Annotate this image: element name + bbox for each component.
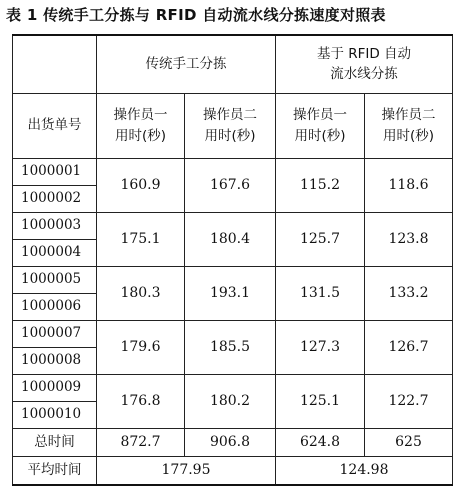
order-number: 1000010 bbox=[13, 401, 97, 428]
column-header-rfid-op2 bbox=[365, 93, 453, 158]
group-header-rfid-line2: 流水线分拣 bbox=[330, 66, 398, 83]
rfid-op1-time: 125.7 bbox=[276, 212, 365, 266]
manual-op2-time: 180.2 bbox=[185, 374, 276, 428]
order-number: 1000002 bbox=[13, 185, 97, 212]
order-number: 1000007 bbox=[13, 320, 97, 347]
header-op2-line1: 操作员二 bbox=[203, 107, 257, 124]
manual-op1-time: 176.8 bbox=[97, 374, 185, 428]
order-number: 1000008 bbox=[13, 347, 97, 374]
manual-op1-time: 160.9 bbox=[97, 158, 185, 212]
rfid-op2-time: 118.6 bbox=[365, 158, 453, 212]
header-op1-line1: 操作员一 bbox=[113, 107, 168, 124]
rfid-op2-time: 126.7 bbox=[365, 320, 453, 374]
table-caption: 表 1 传统手工分拣与 RFID 自动流水线分拣速度对照表 bbox=[6, 6, 386, 24]
table-body bbox=[13, 35, 453, 485]
average-label: 平均时间 bbox=[13, 456, 97, 485]
manual-op2-time: 180.4 bbox=[185, 212, 276, 266]
group-header-rfid bbox=[276, 35, 453, 93]
rfid-op1-time: 125.1 bbox=[276, 374, 365, 428]
header-op1-line2: 用时(秒) bbox=[294, 127, 346, 144]
manual-op1-time: 179.6 bbox=[97, 320, 185, 374]
rfid-op1-time: 131.5 bbox=[276, 266, 365, 320]
rfid-op2-time: 123.8 bbox=[365, 212, 453, 266]
table-row bbox=[13, 266, 453, 293]
total-manual-op2: 906.8 bbox=[185, 428, 276, 456]
group-header-manual: 传统手工分拣 bbox=[97, 35, 276, 93]
average-row bbox=[13, 456, 453, 485]
manual-op1-time: 175.1 bbox=[97, 212, 185, 266]
header-op2-line1: 操作员二 bbox=[381, 107, 436, 124]
rfid-op1-time: 127.3 bbox=[276, 320, 365, 374]
column-header-row bbox=[13, 93, 453, 158]
rfid-op2-time: 122.7 bbox=[365, 374, 453, 428]
header-op1-line1: 操作员一 bbox=[293, 107, 347, 124]
rfid-op2-time: 133.2 bbox=[365, 266, 453, 320]
column-header-manual-op2 bbox=[185, 93, 276, 158]
header-op2-line2: 用时(秒) bbox=[382, 127, 435, 144]
order-number: 1000009 bbox=[13, 374, 97, 401]
group-header-row bbox=[13, 35, 453, 93]
rfid-op1-time: 115.2 bbox=[276, 158, 365, 212]
total-rfid-op2: 625 bbox=[365, 428, 453, 456]
speed-comparison-table bbox=[12, 34, 453, 486]
manual-op2-time: 193.1 bbox=[185, 266, 276, 320]
total-rfid-op1: 624.8 bbox=[276, 428, 365, 456]
table-row bbox=[13, 158, 453, 185]
order-number: 1000003 bbox=[13, 212, 97, 239]
corner-cell bbox=[13, 35, 97, 93]
group-header-rfid-line1: 基于 RFID 自动 bbox=[316, 46, 412, 62]
total-row bbox=[13, 428, 453, 456]
manual-op1-time: 180.3 bbox=[97, 266, 185, 320]
total-label: 总时间 bbox=[13, 428, 97, 456]
header-op1-line2: 用时(秒) bbox=[114, 127, 167, 144]
header-op2-line2: 用时(秒) bbox=[204, 127, 256, 144]
average-rfid: 124.98 bbox=[276, 456, 453, 485]
table-row bbox=[13, 212, 453, 239]
column-header-order-no: 出货单号 bbox=[13, 93, 97, 158]
manual-op2-time: 185.5 bbox=[185, 320, 276, 374]
column-header-manual-op1 bbox=[97, 93, 185, 158]
order-number: 1000004 bbox=[13, 239, 97, 266]
average-manual: 177.95 bbox=[97, 456, 276, 485]
column-header-rfid-op1 bbox=[276, 93, 365, 158]
total-manual-op1: 872.7 bbox=[97, 428, 185, 456]
table-row bbox=[13, 320, 453, 347]
manual-op2-time: 167.6 bbox=[185, 158, 276, 212]
table-row bbox=[13, 374, 453, 401]
order-number: 1000006 bbox=[13, 293, 97, 320]
order-number: 1000001 bbox=[13, 158, 97, 185]
order-number: 1000005 bbox=[13, 266, 97, 293]
